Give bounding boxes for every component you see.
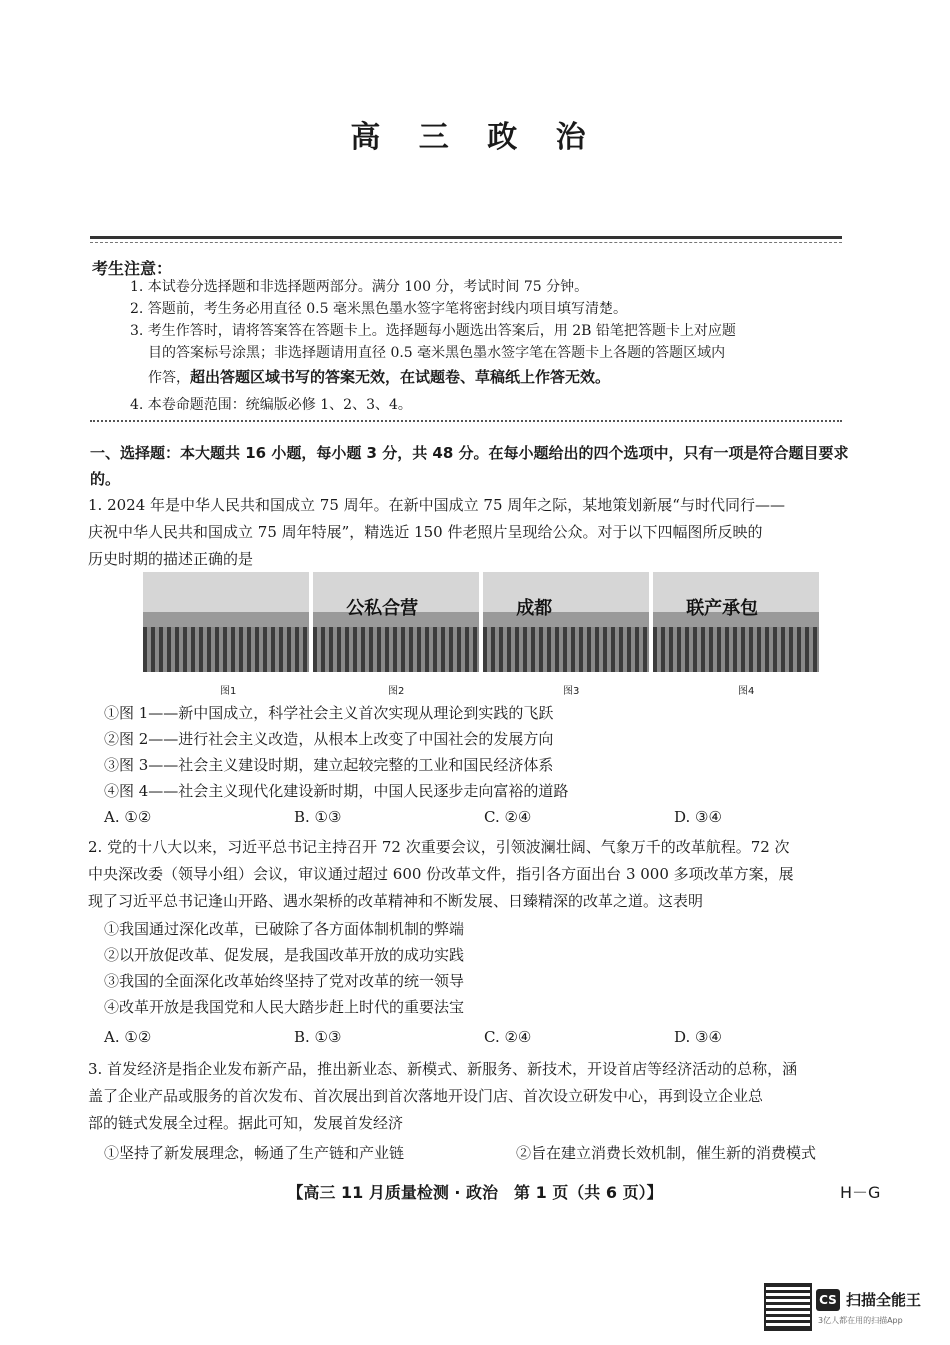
notice-item: 3. 考生作答时，请将答案答在答题卡上。选择题每小题选出答案后，用 2B 铅笔把答题卡上对应题	[130, 323, 736, 339]
option-statement: ①我国通过深化改革，已破除了各方面体制机制的弊端	[104, 920, 465, 938]
divider	[90, 236, 842, 239]
choice-a: A. ①②	[104, 808, 152, 826]
photo-sign: 联产承包	[686, 598, 759, 619]
section-heading: 一、选择题：本大题共 16 小题，每小题 3 分，共 48 分。在每小题给出的四个选项中，只有一项是符合题目要求的。	[90, 444, 849, 488]
option-statement: ③图 3——社会主义建设时期，建立起较完整的工业和国民经济体系	[104, 756, 554, 774]
notice-item	[148, 366, 868, 389]
paper-code: H－G	[840, 1183, 881, 1202]
choice-c: C. ②④	[484, 808, 532, 826]
option-statement: ②图 2——进行社会主义改造，从根本上改变了中国社会的发展方向	[104, 730, 554, 748]
history-photos	[143, 572, 819, 672]
photo-caption: 图3	[563, 686, 580, 697]
notice-item: 目的答案标号涂黑；非选择题请用直径 0.5 毫米黑色墨水签字笔在答题卡上各题的答题区域内	[148, 345, 726, 361]
divider	[90, 242, 842, 243]
notice-item: 1. 本试卷分选择题和非选择题两部分。满分 100 分，考试时间 75 分钟。	[130, 279, 589, 295]
question-1-stem: 1. 2024 年是中华人民共和国成立 75 周年。在新中国成立 75 周年之际，某地策划新展“与时代同行——	[88, 496, 785, 514]
answer-choices	[104, 1028, 864, 1046]
camscanner-logo-icon: CS	[816, 1289, 840, 1311]
option-statement: ④改革开放是我国党和人民大踏步赶上时代的重要法宝	[104, 998, 465, 1016]
choice-b: B. ①③	[294, 1028, 342, 1046]
question-2-stem: 现了习近平总书记逢山开路、遇水架桥的改革精神和不断发展、日臻精深的改革之道。这表明	[88, 892, 704, 910]
qr-code-icon	[764, 1283, 812, 1331]
photo-2	[313, 572, 479, 672]
question-2-stem: 中央深改委（领导小组）会议，审议通过超过 600 份改革文件，指引各方面出台 3 000 多项改革方案，展	[88, 865, 794, 883]
notice-item-part: 作答，	[148, 370, 190, 386]
question-1-stem: 庆祝中华人民共和国成立 75 周年特展”，精选近 150 件老照片呈现给公众。对于以下四幅图所反映的	[88, 523, 763, 541]
option-statement: ①图 1——新中国成立，科学社会主义首次实现从理论到实践的飞跃	[104, 704, 554, 722]
notice-item: 2. 答题前，考生务必用直径 0.5 毫米黑色墨水签字笔将密封线内项目填写清楚。	[130, 301, 627, 317]
question-2-stem: 2. 党的十八大以来，习近平总书记主持召开 72 次重要会议，引领波澜壮阔、气象万千的改革航程。72 次	[88, 838, 790, 856]
question-1-stem: 历史时期的描述正确的是	[88, 550, 254, 568]
page-title: 高 三 政 治	[350, 120, 600, 155]
question-3-stem: 部的链式发展全过程。据此可知，发展首发经济	[88, 1114, 404, 1132]
answer-choices	[104, 808, 864, 826]
choice-c: C. ②④	[484, 1028, 532, 1046]
divider	[90, 420, 842, 422]
scanner-tagline: 3亿人都在用的扫描App	[818, 1316, 903, 1325]
option-statement: ④图 4——社会主义现代化建设新时期，中国人民逐步走向富裕的道路	[104, 782, 569, 800]
choice-a: A. ①②	[104, 1028, 152, 1046]
choice-b: B. ①③	[294, 808, 342, 826]
photo-sign: 成都	[516, 598, 553, 619]
question-3-stem: 3. 首发经济是指企业发布新产品，推出新业态、新模式、新服务、新技术，开设首店等经济活动的总称，涵	[88, 1060, 798, 1078]
photo-caption: 图1	[220, 686, 237, 697]
question-3-stem: 盖了企业产品或服务的首次发布、首次展出到首次落地开设门店、首次设立研发中心，再到设立企业总	[88, 1087, 764, 1105]
scanner-app-name: 扫描全能王	[846, 1291, 922, 1309]
option-statement: ②以开放促改革、促发展，是我国改革开放的成功实践	[104, 946, 465, 964]
photo-caption: 图4	[738, 686, 755, 697]
notice-item: 4. 本卷命题范围：统编版必修 1、2、3、4。	[130, 397, 412, 413]
photo-3	[483, 572, 649, 672]
option-statement: ①坚持了新发展理念，畅通了生产链和产业链	[104, 1144, 405, 1162]
notice-emphasis: 超出答题区域书写的答案无效，在试题卷、草稿纸上作答无效。	[190, 368, 611, 386]
page-footer: 【高三 11 月质量检测 · 政治 第 1 页（共 6 页）】	[287, 1183, 663, 1202]
photo-1	[143, 572, 309, 672]
photo-4	[653, 572, 819, 672]
photo-caption: 图2	[388, 686, 405, 697]
option-statement: ②旨在建立消费长效机制，催生新的消费模式	[516, 1144, 817, 1162]
choice-d: D. ③④	[674, 1028, 722, 1046]
choice-d: D. ③④	[674, 808, 722, 826]
option-statement: ③我国的全面深化改革始终坚持了党对改革的统一领导	[104, 972, 465, 990]
notice-heading: 考生注意：	[92, 259, 173, 278]
photo-sign: 公私合营	[346, 598, 419, 619]
